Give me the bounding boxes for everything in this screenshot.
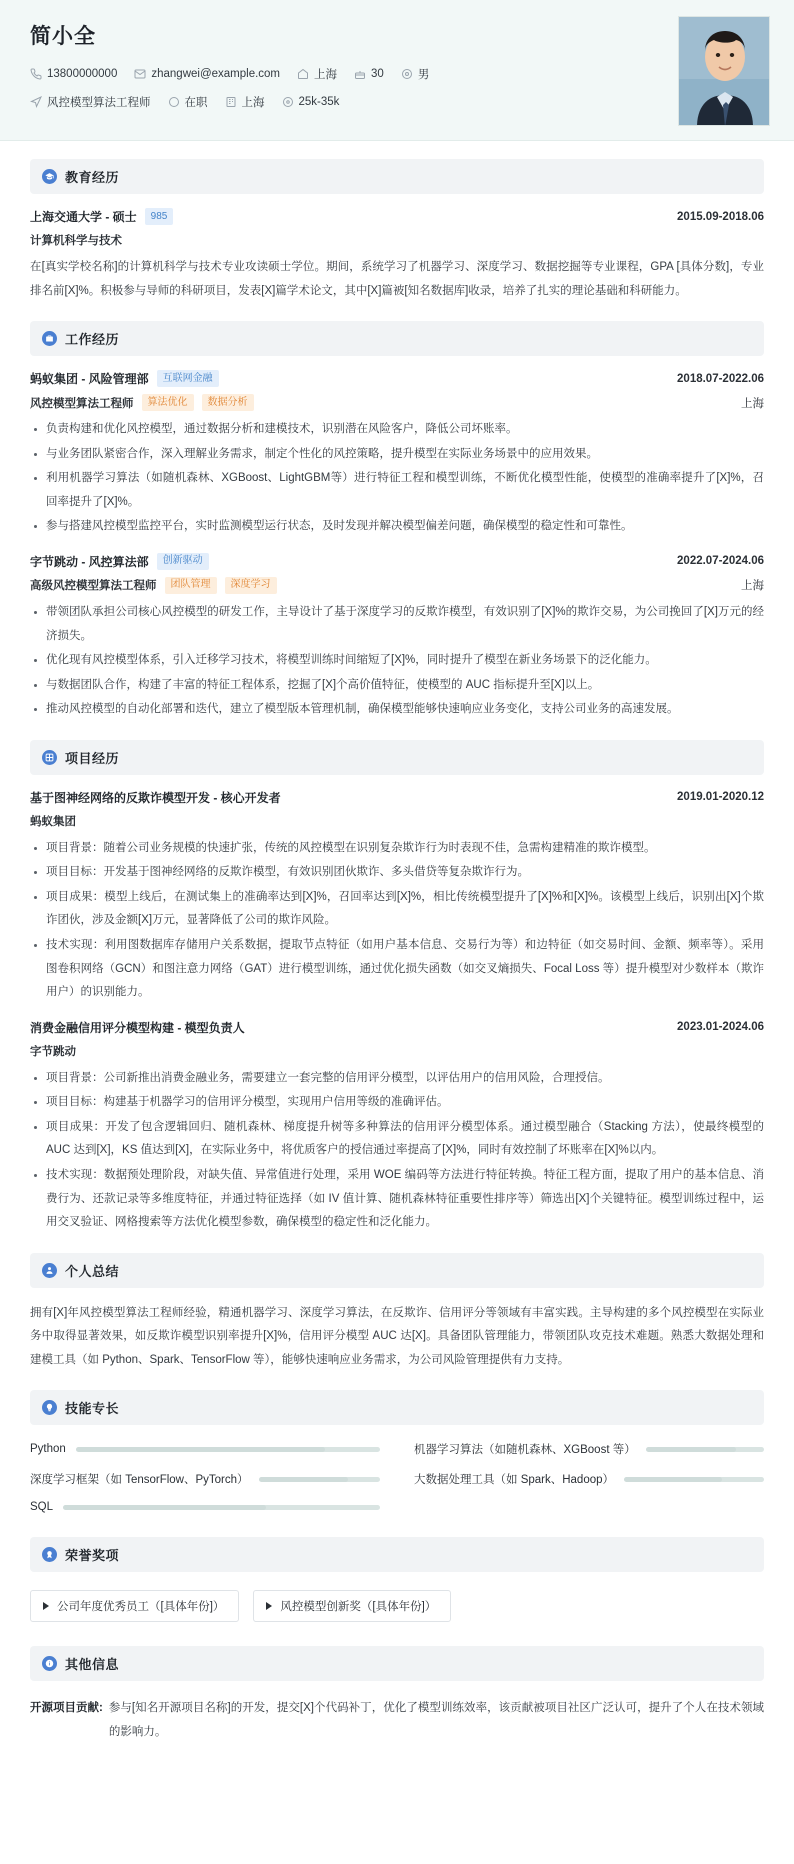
header-left	[30, 16, 446, 110]
play-triangle-icon	[43, 1602, 49, 1610]
education-major: 计算机科学与技术	[30, 235, 122, 247]
project-entry	[30, 1019, 764, 1235]
contact-city-text: 上海	[314, 69, 338, 81]
work-position: 风控模型算法工程师	[30, 397, 134, 410]
skill-item	[30, 1441, 380, 1457]
contact-gender-text: 男	[417, 69, 430, 81]
work-bullet-list	[30, 601, 764, 722]
skill-item	[30, 1471, 380, 1487]
work-bullet: 利用机器学习算法（如随机森林、XGBoost、LightGBM等）进行特征工程和模型训练，不断优化模型性能，使模型的准确率提升了[X]%，召回率提升了[X]%。	[30, 467, 764, 514]
skill-level-fill	[63, 1505, 266, 1510]
briefcase-icon	[42, 331, 57, 346]
skill-item	[30, 1501, 380, 1513]
avatar	[678, 16, 770, 126]
project-name: 消费金融信用评分模型构建 - 模型负责人	[30, 1020, 245, 1035]
section-skills-title: 技能专长	[65, 1401, 120, 1417]
summary-text: 拥有[X]年风控模型算法工程师经验，精通机器学习、深度学习算法，在反欺诈、信用评分等领域有丰富实践。主导构建的多个风控模型在实际业务中取得显著效果，如反欺诈模型识别率提升[X]%，信用评分模型 AUC 达[X]。具备团队管理能力，带领团队攻克技术难题。熟悉大数据处理和建模工具（如 Python、Spark、TensorFlow 等），能够快速响应业务需求，为公司风险管理提供有力支持。	[30, 1306, 764, 1366]
education-entry	[30, 208, 764, 303]
education-date: 2015.09-2018.06	[677, 210, 764, 223]
work-bullet: 参与搭建风控模型监控平台，实时监测模型运行状态，及时发现并解决模型偏差问题，确保模型的稳定性和可靠性。	[30, 515, 764, 539]
project-bullet: 项目背景：公司新推出消费金融业务，需要建立一套完整的信用评分模型，以评估用户的信用风险，合理授信。	[30, 1067, 764, 1091]
work-location: 上海	[741, 580, 764, 593]
other-info-row	[30, 1695, 764, 1744]
section-work-title: 工作经历	[65, 332, 120, 348]
work-company-tag: 创新驱动	[157, 553, 209, 570]
candidate-name: 简小全	[30, 25, 96, 48]
work-city-text: 上海	[241, 97, 265, 109]
work-entry	[30, 553, 764, 722]
section-project-title: 项目经历	[65, 750, 120, 766]
skills-grid	[30, 1439, 764, 1519]
work-company-tag: 互联网金融	[157, 370, 219, 387]
section-work-header	[30, 321, 764, 356]
work-position-tag: 团队管理	[165, 577, 217, 594]
honor-label: 公司年度优秀员工（[具体年份]）	[57, 1601, 225, 1614]
work-date: 2022.07-2024.06	[677, 555, 764, 568]
section-honors-title: 荣誉奖项	[65, 1548, 120, 1564]
honor-item	[30, 1590, 239, 1622]
contact-email-text: zhangwei@example.com	[151, 68, 281, 80]
resume-body	[0, 141, 794, 1764]
work-position-tag: 深度学习	[225, 577, 277, 594]
contact-email	[134, 68, 280, 80]
work-location: 上海	[741, 397, 764, 410]
skill-level-fill	[259, 1477, 349, 1482]
project-bullet-list	[30, 1067, 764, 1235]
section-skills-header	[30, 1390, 764, 1425]
project-bullet: 项目成果：模型上线后，在测试集上的准确率达到[X]%，召回率达到[X]%，相比传统模型提升了[X]%和[X]%。该模型上线后，识别出[X]个欺诈团伙，涉及金额[X]万元，显著降低了公司的欺诈风险。	[30, 886, 764, 933]
building-icon	[225, 96, 237, 108]
work-bullet: 带领团队承担公司核心风控模型的研发工作，主导设计了基于深度学习的反欺诈模型，有效识别了[X]%的欺诈交易，为公司挽回了[X]万元的经济损失。	[30, 601, 764, 648]
section-education-header	[30, 159, 764, 194]
work-bullet: 与业务团队紧密合作，深入理解业务需求，制定个性化的风控策略，提升模型在实际业务场景中的应用效果。	[30, 443, 764, 467]
education-entry-left	[30, 208, 173, 225]
target-icon	[30, 96, 42, 108]
work-position: 高级风控模型算法工程师	[30, 580, 157, 593]
project-entry	[30, 789, 764, 1005]
work-entry-position-row	[30, 394, 764, 411]
salary-icon	[282, 96, 294, 108]
education-tag: 985	[145, 208, 174, 225]
work-entry-company-left	[30, 370, 219, 387]
salary-expectation-text: 25k-35k	[298, 96, 340, 108]
status-icon	[168, 96, 180, 108]
other-info-text: 参与[知名开源项目名称]的开发，提交[X]个代码补丁，优化了模型训练效率，该贡献被项目社区广泛认可，提升了个人在技术领域的影响力。	[108, 1702, 764, 1738]
project-entry-head	[30, 1019, 764, 1036]
phone-icon	[30, 68, 42, 80]
contact-phone	[30, 68, 117, 80]
project-date: 2023.01-2024.06	[677, 1021, 764, 1034]
work-bullet: 与数据团队合作，构建了丰富的特征工程体系，挖掘了[X]个高价值特征，使模型的 AUC 指标提升至[X]以上。	[30, 674, 764, 698]
skill-level-fill	[646, 1447, 736, 1452]
project-entry-head	[30, 789, 764, 806]
section-other-header	[30, 1646, 764, 1681]
education-description: 在[真实学校名称]的计算机科学与技术专业攻读硕士学位。期间，系统学习了机器学习、深度学习、数据挖掘等专业课程，GPA [具体分数]，专业排名前[X]%。积极参与导师的科研项目，发表[X]篇学术论文，其中[X]篇被[知名数据库]收录，培养了扎实的理论基础和科研能力。	[30, 261, 764, 297]
other-info-label: 开源项目贡献:	[30, 1702, 103, 1715]
bulb-icon	[42, 1400, 57, 1415]
work-entry-company-row	[30, 553, 764, 570]
contact-age-text: 30	[371, 68, 384, 80]
skill-item	[414, 1441, 764, 1457]
project-bullet: 技术实现：数据预处理阶段，对缺失值、异常值进行处理，采用 WOE 编码等方法进行特征转换。特征工程方面，提取了用户的基本信息、消费行为、还款记录等多维度特征，并通过特征选择（如 IV 值计算、随机森林特征重要性排序等）筛选出[X]个关键特征。模型训练过程中，运用交叉验证、网格搜索等方法优化模型参数，确保模型的稳定性和泛化能力。	[30, 1164, 764, 1235]
section-other-title: 其他信息	[65, 1657, 120, 1673]
desired-position-text: 风控模型算法工程师	[47, 97, 151, 109]
skills-grid-spacer	[414, 1501, 764, 1513]
work-entry-company-row	[30, 370, 764, 387]
section-education-title: 教育经历	[65, 170, 120, 185]
job-status-text: 在职	[184, 97, 208, 109]
play-triangle-icon	[266, 1602, 272, 1610]
resume-header	[0, 0, 794, 141]
project-bullet-list	[30, 837, 764, 1005]
grid-icon	[42, 750, 57, 765]
project-company: 蚂蚁集团	[30, 815, 76, 828]
work-entry-position-row	[30, 577, 764, 594]
section-summary-title: 个人总结	[65, 1263, 120, 1279]
project-bullet: 项目目标：构建基于机器学习的信用评分模型，实现用户信用等级的准确评估。	[30, 1091, 764, 1115]
skill-name: 大数据处理工具（如 Spark、Hadoop）	[414, 1474, 615, 1487]
section-summary-header	[30, 1253, 764, 1288]
work-bullet: 负责构建和优化风控模型，通过数据分析和建模技术，识别潜在风险客户，降低公司坏账率。	[30, 418, 764, 442]
desired-position	[30, 94, 151, 110]
skill-level-bar	[624, 1477, 764, 1482]
work-entry	[30, 370, 764, 539]
work-entry-position-left	[30, 394, 254, 411]
contact-gender	[401, 66, 430, 82]
education-entry-head	[30, 208, 764, 225]
section-project-header	[30, 740, 764, 775]
contact-city	[297, 66, 337, 82]
contact-row-secondary	[30, 94, 446, 110]
project-bullet: 项目背景：随着公司业务规模的快速扩张，传统的风控模型在识别复杂欺诈行为时表现不佳，急需构建精准的欺诈模型。	[30, 837, 764, 861]
work-city	[225, 94, 265, 110]
person-icon	[42, 1263, 57, 1278]
work-bullet: 优化现有风控模型体系，引入迁移学习技术，将模型训练时间缩短了[X]%，同时提升了模型在新业务场景下的泛化能力。	[30, 649, 764, 673]
skill-name: 深度学习框架（如 TensorFlow、PyTorch）	[30, 1474, 249, 1487]
education-school: 上海交通大学 - 硕士	[30, 210, 137, 224]
skill-level-bar	[646, 1447, 764, 1452]
work-company: 字节跳动 - 风控算法部	[30, 554, 149, 569]
honors-list	[30, 1586, 764, 1628]
work-company: 蚂蚁集团 - 风险管理部	[30, 372, 149, 387]
skill-name: SQL	[30, 1501, 54, 1514]
skill-name: Python	[30, 1443, 66, 1456]
project-bullet: 技术实现：利用图数据库存储用户关系数据，提取节点特征（如用户基本信息、交易行为等）和边特征（如交易时间、金额、频率等）。采用图卷积网络（GCN）和图注意力网络（GAT）进行模型训练，通过优化损失函数（如交叉熵损失、Focal Loss 等）提升模型对少数样本（欺诈用户）的识别能力。	[30, 934, 764, 1005]
contact-phone-text: 13800000000	[47, 68, 118, 80]
award-icon	[42, 1547, 57, 1562]
honor-item	[253, 1590, 451, 1622]
work-bullet: 推动风控模型的自动化部署和迭代，建立了模型版本管理机制，确保模型能够快速响应业务变化，支持公司业务的高速发展。	[30, 698, 764, 722]
skill-level-fill	[76, 1447, 325, 1452]
honor-label: 风控模型创新奖（[具体年份]）	[280, 1601, 437, 1614]
skill-name: 机器学习算法（如随机森林、XGBoost 等）	[414, 1444, 636, 1457]
section-honors-header	[30, 1537, 764, 1572]
info-icon	[42, 1656, 57, 1671]
project-bullet: 项目目标：开发基于图神经网络的反欺诈模型，有效识别团伙欺诈、多头借贷等复杂欺诈行为。	[30, 861, 764, 885]
cap-icon	[42, 169, 57, 184]
gender-icon	[401, 68, 413, 80]
skill-level-bar	[63, 1505, 380, 1510]
contact-age	[354, 68, 384, 80]
project-company: 字节跳动	[30, 1045, 76, 1058]
project-name: 基于图神经网络的反欺诈模型开发 - 核心开发者	[30, 790, 281, 805]
skill-level-bar	[76, 1447, 380, 1452]
contact-row-primary	[30, 66, 446, 82]
work-bullet-list	[30, 418, 764, 539]
skill-item	[414, 1471, 764, 1487]
work-position-tag: 数据分析	[202, 394, 254, 411]
skill-level-fill	[624, 1477, 722, 1482]
project-bullet: 项目成果：开发了包含逻辑回归、随机森林、梯度提升树等多种算法的信用评分模型体系。通过模型融合（Stacking 方法），使最终模型的 AUC 达到[X]，KS 值达到[X]，在实际业务中，将优质客户的授信通过率提高了[X]%，同时有效控制了坏账率在[X]%以内。	[30, 1116, 764, 1163]
cake-icon	[354, 68, 366, 80]
work-entry-position-left	[30, 577, 277, 594]
salary-expectation	[282, 96, 340, 108]
work-date: 2018.07-2022.06	[677, 372, 764, 385]
project-date: 2019.01-2020.12	[677, 791, 764, 804]
work-entry-company-left	[30, 553, 209, 570]
home-icon	[297, 68, 309, 80]
work-position-tag: 算法优化	[142, 394, 194, 411]
skill-level-bar	[259, 1477, 380, 1482]
job-status	[168, 94, 208, 110]
mail-icon	[134, 68, 146, 80]
